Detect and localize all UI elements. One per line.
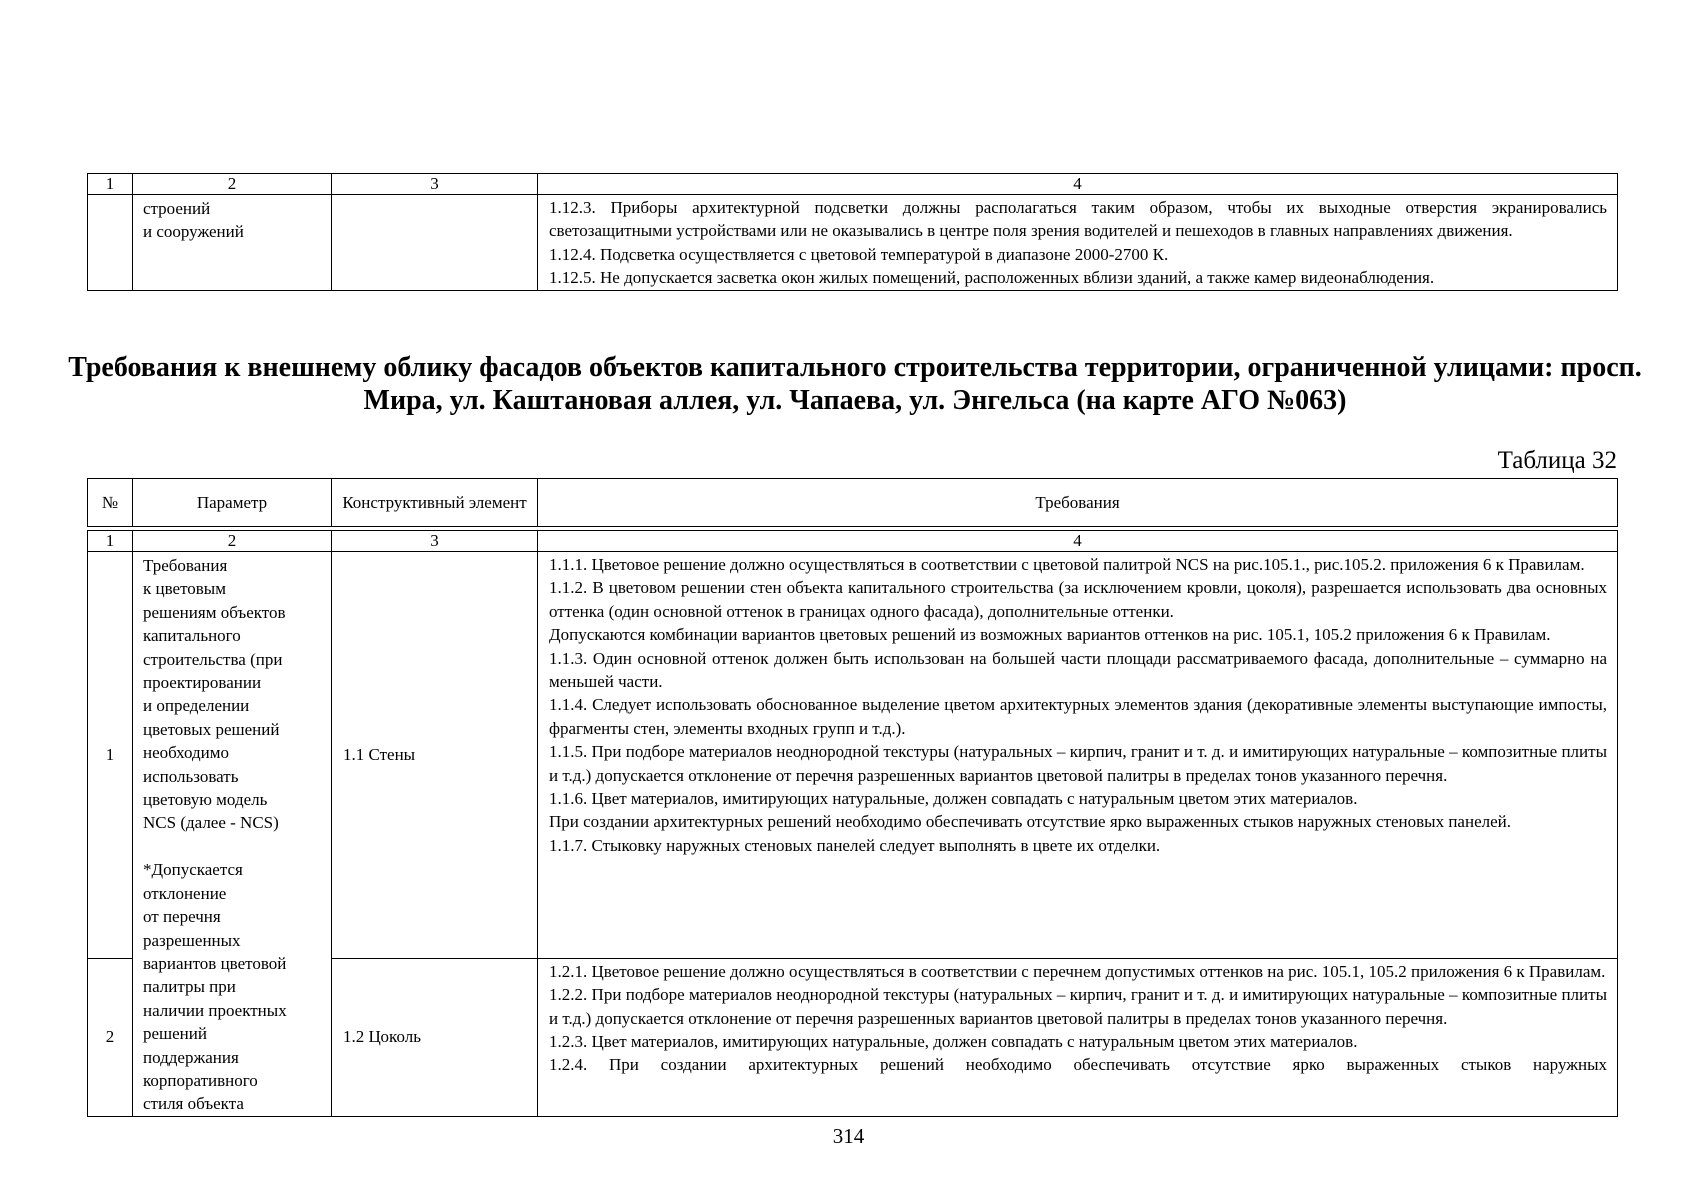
col-num: 2 <box>133 531 332 552</box>
requirements-cell <box>538 552 1618 959</box>
requirement-text: Допускаются комбинации вариантов цветовых решений из возможных вариантов оттенков на рис. 105.1, 105.2 приложения 6 к Правилам. <box>549 625 1551 645</box>
requirement-text: 1.1.6. Цвет материалов, имитирующих натуральные, должен совпадать с натуральным цветом этих материалов. <box>549 789 1358 809</box>
header-element: Конструктивный элемент <box>332 479 538 527</box>
requirement-text: При создании архитектурных решений необходимо обеспечивать отсутствие ярко выраженных стыков наружных стеновых панелей. <box>549 812 1511 832</box>
header-num: № <box>88 479 133 527</box>
requirement-text: 1.2.4. При создании архитектурных решений необходимо обеспечивать отсутствие ярко выраженных стыков наружных <box>549 1055 1607 1075</box>
requirement-text: 1.1.2. В цветовом решении стен объекта капитального строительства (за исключением кровли, цоколя), разрешается использовать два основных оттенка (один основной оттенок в границах одного фасада), дополнительные оттенки. <box>549 578 1607 621</box>
requirements-table <box>87 478 1618 1117</box>
row-number: 1 <box>88 552 133 959</box>
column-number-row <box>88 531 1618 552</box>
requirement-text: 1.1.1. Цветовое решение должно осуществляться в соответствии с цветовой палитрой NCS на рис.105.1., рис.105.2. приложения 6 к Правилам. <box>549 555 1585 574</box>
param-cell: строений и сооружений <box>133 195 332 291</box>
element-cell: 1.1 Стены <box>332 552 538 959</box>
requirement-text: 1.2.2. При подборе материалов неоднородной текстуры (натуральных – кирпич, гранит и т. д. и имитирующих натуральные – композитные плиты и т.д.) допускается отклонение от перечня разрешенных вариантов цветовой палитры в пределах тонов указанного перечня. <box>549 985 1607 1028</box>
col-num: 4 <box>538 531 1618 552</box>
section-heading: Требования к внешнему облику фасадов объектов капитального строительства территории, ограниченной улицами: просп. Мира, ул. Каштановая аллея, ул. Чапаева, ул. Энгельса (на карте АГО №063) <box>68 352 1642 416</box>
continuation-table <box>87 173 1618 291</box>
row-number: 2 <box>88 958 133 1116</box>
requirement-text: 1.1.3. Один основной оттенок должен быть использован на большей части площади рассматриваемого фасада, дополнительные – суммарно на меньшей части. <box>549 648 1607 692</box>
requirement-text: 1.12.3. Приборы архитектурной подсветки должны располагаться таким образом, чтобы их выходные отверстия экранировались светозащитными устройствами или не оказывались в центре поля зрения водителей и пешеходов в главных направлениях движения. <box>549 198 1607 241</box>
requirement-text: 1.1.7. Стыковку наружных стеновых панелей следует выполнять в цвете их отделки. <box>549 835 1161 855</box>
page-number: 314 <box>832 1124 865 1148</box>
requirements-cell <box>538 958 1618 1116</box>
col-num: 1 <box>88 531 133 552</box>
header-row <box>88 479 1618 527</box>
column-number-row <box>88 174 1618 195</box>
requirement-text: 1.2.3. Цвет материалов, имитирующих натуральные, должен совпадать с натуральным цветом этих материалов. <box>549 1031 1358 1051</box>
header-requirements: Требования <box>538 479 1618 527</box>
element-cell: 1.2 Цоколь <box>332 958 538 1116</box>
col-num: 4 <box>538 174 1618 195</box>
header-param: Параметр <box>133 479 332 527</box>
col-num: 2 <box>133 174 332 195</box>
requirement-text: 1.12.5. Не допускается засветка окон жилых помещений, расположенных вблизи зданий, а также камер видеонаблюдения. <box>549 268 1435 288</box>
col-num: 3 <box>332 531 538 552</box>
element-cell <box>332 195 538 291</box>
param-cell: Требования к цветовым решениям объектов капитального строительства (при проектировании и определении цветовых решений необходимо использовать цветовую модель NCS (далее - NCS) *Допускается отклонение от перечня разрешенных вариантов цветовой палитры при наличии проектных решений поддержания корпоративного стиля объекта <box>133 552 332 1117</box>
requirement-text: 1.1.4. Следует использовать обоснованное выделение цветом архитектурных элементов здания (декоративные элементы выступающие импосты, фрагменты стен, элементы входных групп и т.д.). <box>549 695 1607 738</box>
col-num: 1 <box>88 174 133 195</box>
table-number: Таблица 32 <box>1497 447 1617 474</box>
requirement-text: 1.1.5. При подборе материалов неоднородной текстуры (натуральных – кирпич, гранит и т. д. и имитирующих натуральные – композитные плиты и т.д.) допускается отклонение от перечня разрешенных вариантов цветовой палитры в пределах тонов указанного перечня. <box>549 742 1607 785</box>
col-num: 3 <box>332 174 538 195</box>
requirements-cell <box>538 195 1618 291</box>
table-row <box>88 195 1618 291</box>
requirement-text: 1.12.4. Подсветка осуществляется с цветовой температурой в диапазоне 2000-2700 К. <box>549 244 1169 264</box>
requirement-text: 1.2.1. Цветовое решение должно осуществляться в соответствии с перечнем допустимых оттенков на рис. 105.1, 105.2 приложения 6 к Правилам. <box>549 961 1606 981</box>
table-row <box>88 552 1618 959</box>
